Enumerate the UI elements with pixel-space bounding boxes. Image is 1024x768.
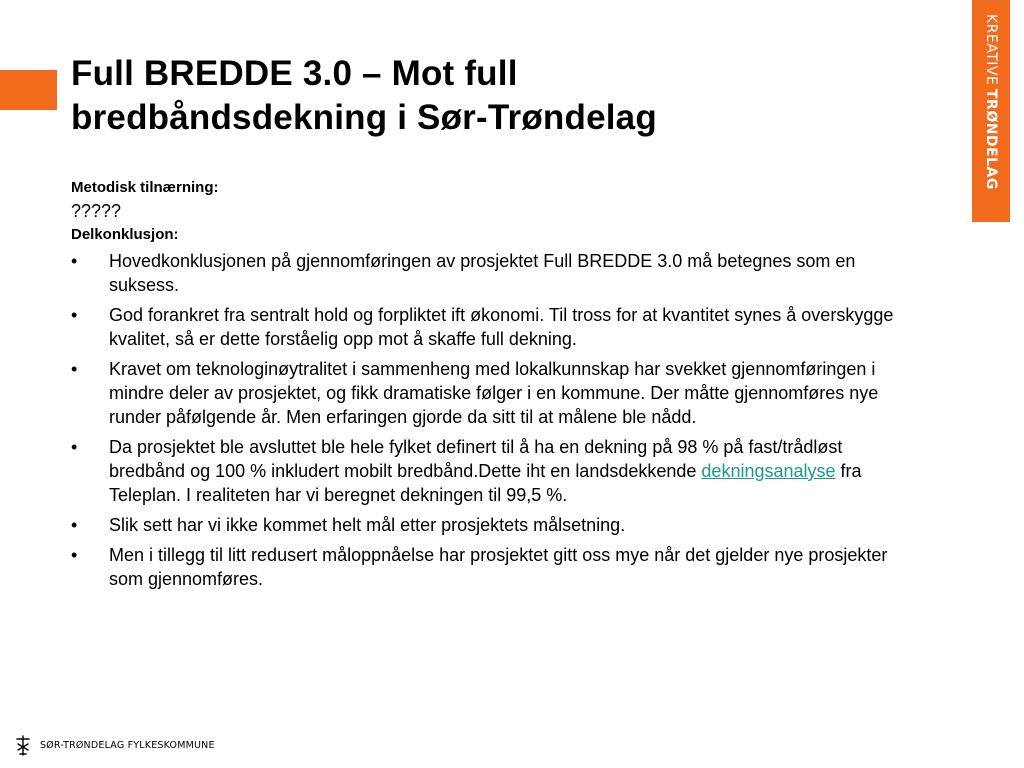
title-line-1: Full BREDDE 3.0 – Mot full <box>71 54 518 93</box>
footer-organization-name: SØR-TRØNDELAG FYLKESKOMMUNE <box>40 739 215 751</box>
slide-title <box>71 52 931 140</box>
bullet-item <box>71 357 921 429</box>
bullet-dot: • <box>71 515 78 535</box>
brand-word-trondelag: TRØNDELAG <box>983 89 999 191</box>
title-line-2: bredbåndsdekning i Sør-Trøndelag <box>71 98 657 137</box>
footer <box>14 733 215 757</box>
bullet-text: Hovedkonklusjonen på gjennomføringen av prosjektet Full BREDDE 3.0 må betegnes som en suksess. <box>109 251 856 295</box>
bullet-item <box>71 249 921 297</box>
bullet-item <box>71 435 921 507</box>
conclusion-label: Delkonklusjon: <box>71 226 179 243</box>
conclusion-bullet-list <box>71 249 921 591</box>
bullet-item <box>71 513 921 537</box>
brand-logo-text <box>972 0 1010 222</box>
bullet-item <box>71 543 921 591</box>
brand-word-kreative: KREATIVE <box>983 14 999 86</box>
county-crest-icon <box>14 733 32 757</box>
bullet-dot: • <box>71 437 78 457</box>
bullet-dot: • <box>71 305 78 325</box>
bullet-text: God forankret fra sentralt hold og forpliktet ift økonomi. Til tross for at kvantitet synes å overskygge kvalitet, så er dette forståelig opp mot å skaffe full dekning. <box>109 305 894 349</box>
slide-content <box>71 178 921 597</box>
bullet-dot: • <box>71 359 78 379</box>
bullet-text: Men i tillegg til litt redusert måloppnåelse har prosjektet gitt oss mye når det gjelder nye prosjekter som gjennomføres. <box>109 545 888 589</box>
bullet-dot: • <box>71 251 78 271</box>
bullet-dot: • <box>71 545 78 565</box>
bullet-text-after-link: fra Teleplan. I realiteten har vi beregnet dekningen til 99,5 %. <box>109 461 862 505</box>
bullet-text: Kravet om teknologinøytralitet i sammenheng med lokalkunnskap har svekket gjennomføringen i mindre deler av prosjektet, og fikk dramatiske følger i en kommune. Der måtte gjennomføres nye runder påfølgende år. Men erfaringen gjorde da sitt til at målene ble nådd. <box>109 359 879 427</box>
method-value: ????? <box>71 201 122 221</box>
method-label: Metodisk tilnærning: <box>71 179 219 196</box>
bullet-text: Slik sett har vi ikke kommet helt mål etter prosjektets målsetning. <box>109 515 626 535</box>
orange-accent-block <box>0 70 57 110</box>
dekningsanalyse-link[interactable]: dekningsanalyse <box>701 461 836 481</box>
bullet-item <box>71 303 921 351</box>
bullet-text-before-link: Da prosjektet ble avsluttet ble hele fylket definert til å ha en dekning på 98 % på fast/trådløst bredbånd og 100 % inkludert mobilt bredbånd.Dette iht en landsdekkende <box>109 437 843 481</box>
